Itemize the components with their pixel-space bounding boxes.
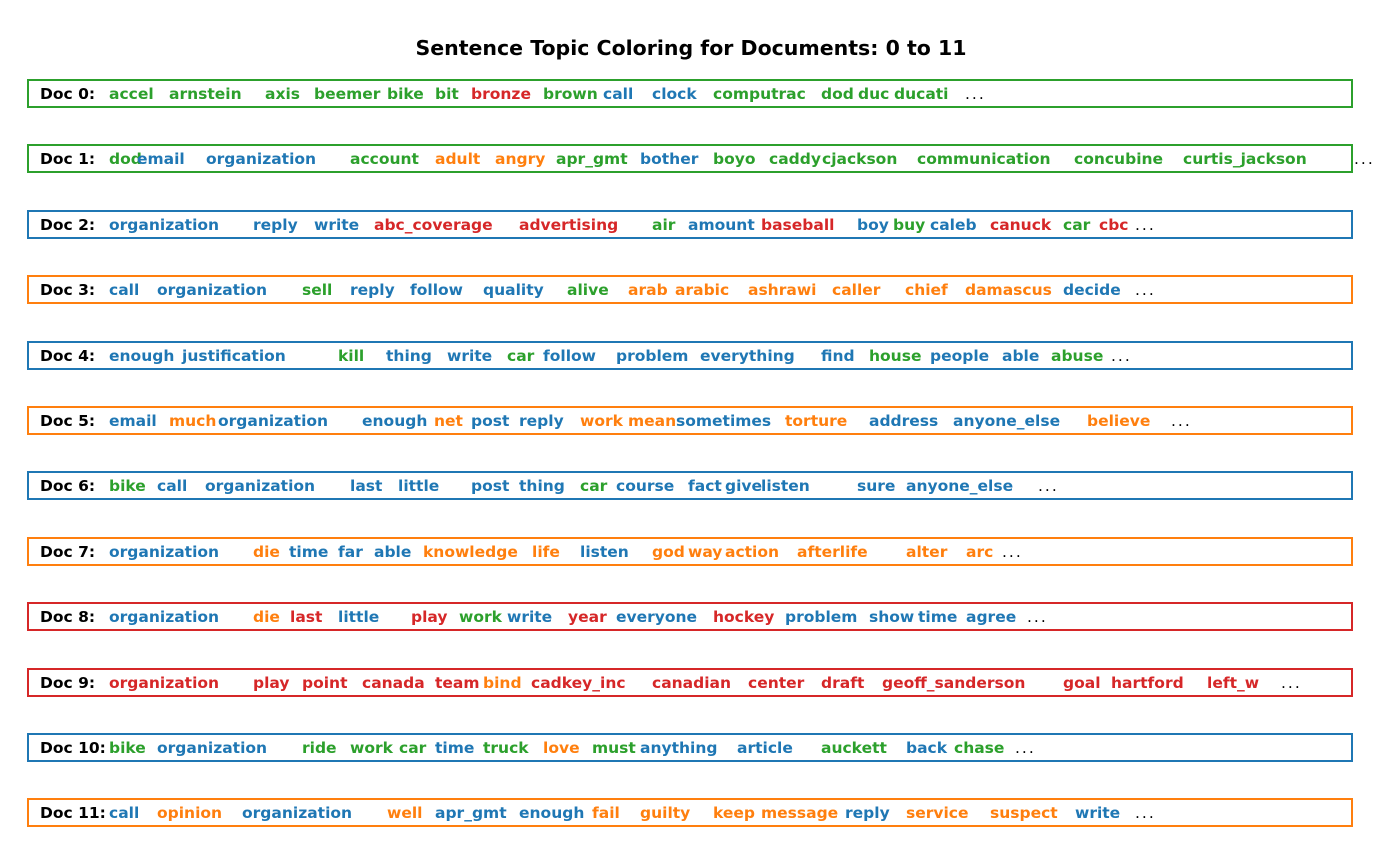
topic-word: arab — [628, 281, 668, 299]
topic-word: call — [109, 281, 140, 299]
topic-word: anyone_else — [906, 477, 1014, 495]
topic-word: ducati — [894, 85, 949, 103]
ellipsis: ... — [1038, 477, 1059, 495]
topic-word: net — [434, 412, 463, 430]
topic-word: car — [507, 347, 535, 365]
topic-word: alive — [567, 281, 609, 299]
topic-word: knowledge — [423, 543, 518, 561]
document-label: Doc 10: — [40, 739, 106, 757]
topic-word: ride — [302, 739, 337, 757]
topic-word: call — [603, 85, 634, 103]
topic-word: follow — [410, 281, 463, 299]
document-label: Doc 4: — [40, 347, 96, 365]
topic-word: curtis_jackson — [1183, 150, 1307, 168]
topic-word: abuse — [1051, 347, 1104, 365]
document-row — [27, 733, 1353, 762]
document-label: Doc 9: — [40, 674, 96, 692]
ellipsis: ... — [1002, 543, 1023, 561]
topic-word: enough — [362, 412, 428, 430]
topic-word: enough — [519, 804, 585, 822]
topic-word: truck — [483, 739, 529, 757]
topic-word: write — [1075, 804, 1121, 822]
topic-word: organization — [157, 739, 268, 757]
topic-word: last — [350, 477, 383, 495]
document-label: Doc 5: — [40, 412, 96, 430]
topic-word: kill — [338, 347, 365, 365]
topic-word: chase — [954, 739, 1005, 757]
topic-word: give — [725, 477, 763, 495]
topic-word: sell — [302, 281, 333, 299]
topic-word: thing — [386, 347, 432, 365]
topic-word: torture — [785, 412, 848, 430]
topic-word: accel — [109, 85, 154, 103]
document-row — [27, 602, 1353, 631]
topic-word: air — [652, 216, 676, 234]
topic-word: work — [459, 608, 502, 626]
topic-word: thing — [519, 477, 565, 495]
topic-word: action — [725, 543, 780, 561]
topic-word: apr_gmt — [556, 150, 628, 168]
topic-word: everyone — [616, 608, 698, 626]
topic-word: service — [906, 804, 969, 822]
ellipsis: ... — [1171, 412, 1192, 430]
topic-word: justification — [182, 347, 286, 365]
topic-word: post — [471, 477, 510, 495]
topic-word: hockey — [713, 608, 775, 626]
topic-word: canadian — [652, 674, 732, 692]
topic-word: organization — [109, 543, 220, 561]
topic-word: angry — [495, 150, 546, 168]
topic-word: sure — [857, 477, 896, 495]
topic-word: problem — [616, 347, 689, 365]
topic-word: life — [532, 543, 560, 561]
topic-word: write — [314, 216, 360, 234]
topic-word: bother — [640, 150, 699, 168]
topic-word: goal — [1063, 674, 1101, 692]
document-label: Doc 0: — [40, 85, 96, 103]
ellipsis: ... — [1354, 150, 1375, 168]
document-row — [27, 406, 1353, 435]
topic-word: caddy — [769, 150, 821, 168]
topic-word: time — [918, 608, 958, 626]
topic-word: mean — [628, 412, 677, 430]
topic-word: keep — [713, 804, 756, 822]
topic-word: problem — [785, 608, 858, 626]
topic-word: organization — [242, 804, 353, 822]
topic-word: enough — [109, 347, 175, 365]
topic-word: dod — [821, 85, 854, 103]
topic-word: account — [350, 150, 419, 168]
topic-word: point — [302, 674, 348, 692]
topic-word: alter — [906, 543, 948, 561]
topic-word: bind — [483, 674, 522, 692]
topic-word: write — [447, 347, 493, 365]
document-label: Doc 7: — [40, 543, 96, 561]
topic-word: able — [374, 543, 412, 561]
topic-word: little — [338, 608, 380, 626]
topic-word: time — [289, 543, 329, 561]
document-row — [27, 537, 1353, 566]
topic-word: organization — [205, 477, 316, 495]
topic-word: caleb — [930, 216, 977, 234]
topic-word: axis — [265, 85, 300, 103]
topic-word: cbc — [1099, 216, 1129, 234]
topic-word: house — [869, 347, 922, 365]
topic-word: chief — [905, 281, 948, 299]
topic-word: fact — [688, 477, 722, 495]
topic-word: well — [387, 804, 423, 822]
topic-word: car — [580, 477, 608, 495]
topic-word: boyo — [713, 150, 756, 168]
topic-word: listen — [580, 543, 629, 561]
topic-word: canuck — [990, 216, 1052, 234]
topic-word: ashrawi — [748, 281, 817, 299]
topic-word: reply — [845, 804, 890, 822]
topic-word: decide — [1063, 281, 1121, 299]
topic-word: organization — [109, 674, 220, 692]
topic-word: clock — [652, 85, 697, 103]
document-label: Doc 2: — [40, 216, 96, 234]
topic-word: believe — [1087, 412, 1151, 430]
topic-word: apr_gmt — [435, 804, 507, 822]
topic-word: arc — [966, 543, 994, 561]
topic-word: little — [398, 477, 440, 495]
topic-word: last — [290, 608, 323, 626]
document-row — [27, 144, 1375, 173]
topic-word: opinion — [157, 804, 223, 822]
topic-word: reply — [350, 281, 395, 299]
topic-word: back — [906, 739, 948, 757]
topic-word: cadkey_inc — [531, 674, 626, 692]
topic-word: die — [253, 543, 280, 561]
topic-word: far — [338, 543, 363, 561]
topic-word: people — [930, 347, 990, 365]
topic-word: article — [737, 739, 793, 757]
document-label: Doc 11: — [40, 804, 106, 822]
topic-word: bike — [387, 85, 424, 103]
topic-word: team — [435, 674, 480, 692]
topic-word: amount — [688, 216, 755, 234]
ellipsis: ... — [1111, 347, 1132, 365]
topic-word: center — [748, 674, 805, 692]
topic-word: dod — [109, 150, 142, 168]
topic-word: year — [568, 608, 607, 626]
topic-word: work — [350, 739, 393, 757]
topic-word: organization — [206, 150, 317, 168]
ellipsis: ... — [1027, 608, 1048, 626]
topic-word: reply — [519, 412, 564, 430]
ellipsis: ... — [1135, 281, 1156, 299]
topic-word: afterlife — [797, 543, 868, 561]
topic-word: draft — [821, 674, 865, 692]
topic-word: address — [869, 412, 939, 430]
document-row — [27, 275, 1353, 304]
document-row — [27, 668, 1353, 697]
topic-word: course — [616, 477, 675, 495]
topic-word: car — [1063, 216, 1091, 234]
topic-word: beemer — [314, 85, 381, 103]
topic-word: able — [1002, 347, 1040, 365]
topic-word: sometimes — [676, 412, 772, 430]
topic-word: buy — [893, 216, 926, 234]
topic-word: duc — [858, 85, 890, 103]
topic-word: love — [543, 739, 580, 757]
topic-word: brown — [543, 85, 598, 103]
topic-word: call — [109, 804, 140, 822]
topic-word: find — [821, 347, 855, 365]
topic-word: work — [580, 412, 623, 430]
topic-word: computrac — [713, 85, 806, 103]
topic-word: adult — [435, 150, 481, 168]
topic-word: communication — [917, 150, 1051, 168]
document-row — [27, 798, 1353, 827]
topic-word: message — [761, 804, 839, 822]
topic-word: anything — [640, 739, 718, 757]
topic-word: post — [471, 412, 510, 430]
document-row — [27, 79, 1353, 108]
topic-word: advertising — [519, 216, 619, 234]
topic-word: geoff_sanderson — [882, 674, 1026, 692]
topic-word: way — [688, 543, 723, 561]
topic-word: organization — [109, 216, 220, 234]
topic-word: email — [109, 412, 157, 430]
topic-word: guilty — [640, 804, 691, 822]
topic-word: arnstein — [169, 85, 242, 103]
topic-word: anyone_else — [953, 412, 1061, 430]
topic-word: suspect — [990, 804, 1058, 822]
topic-word: bike — [109, 739, 146, 757]
topic-word: reply — [253, 216, 298, 234]
ellipsis: ... — [1015, 739, 1036, 757]
topic-word: everything — [700, 347, 795, 365]
document-label: Doc 3: — [40, 281, 96, 299]
ellipsis: ... — [1281, 674, 1302, 692]
topic-word: boy — [857, 216, 889, 234]
topic-word: god — [652, 543, 685, 561]
topic-word: fail — [592, 804, 620, 822]
topic-word: cjackson — [822, 150, 898, 168]
topic-word: organization — [218, 412, 329, 430]
document-row — [27, 210, 1353, 239]
topic-word: call — [157, 477, 188, 495]
topic-word: time — [435, 739, 475, 757]
document-label: Doc 8: — [40, 608, 96, 626]
topic-word: damascus — [965, 281, 1052, 299]
topic-word: agree — [966, 608, 1017, 626]
topic-word: hartford — [1111, 674, 1184, 692]
topic-word: write — [507, 608, 553, 626]
topic-word: auckett — [821, 739, 887, 757]
chart-title: Sentence Topic Coloring for Documents: 0 to 11 — [415, 36, 967, 60]
document-row — [27, 341, 1353, 370]
topic-word: listen — [761, 477, 810, 495]
topic-word: car — [399, 739, 427, 757]
topic-word: left_w — [1207, 674, 1260, 692]
topic-word: follow — [543, 347, 596, 365]
topic-word: organization — [109, 608, 220, 626]
topic-word: bronze — [471, 85, 531, 103]
topic-word: bike — [109, 477, 146, 495]
ellipsis: ... — [965, 85, 986, 103]
topic-word: quality — [483, 281, 544, 299]
topic-word: email — [137, 150, 185, 168]
document-label: Doc 1: — [40, 150, 96, 168]
topic-word: canada — [362, 674, 425, 692]
topic-word: abc_coverage — [374, 216, 493, 234]
topic-word: die — [253, 608, 280, 626]
topic-word: bit — [435, 85, 459, 103]
topic-word: caller — [832, 281, 881, 299]
ellipsis: ... — [1135, 804, 1156, 822]
topic-word: show — [869, 608, 915, 626]
document-row — [27, 471, 1353, 500]
ellipsis: ... — [1135, 216, 1156, 234]
topic-word: concubine — [1074, 150, 1164, 168]
topic-word: play — [411, 608, 448, 626]
topic-word: organization — [157, 281, 268, 299]
topic-word: baseball — [761, 216, 835, 234]
topic-word: play — [253, 674, 290, 692]
topic-word: must — [592, 739, 636, 757]
topic-word: much — [169, 412, 217, 430]
document-label: Doc 6: — [40, 477, 96, 495]
topic-word: arabic — [675, 281, 730, 299]
